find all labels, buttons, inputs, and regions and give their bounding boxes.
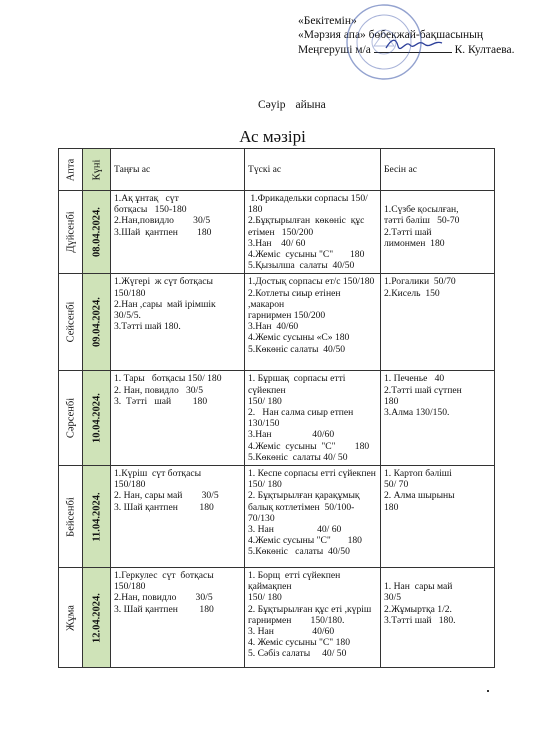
- header-breakfast: Таңғы ас: [111, 149, 245, 191]
- weekday-label: Сәрсенбі: [64, 398, 76, 439]
- lunch-item: 2. Бұқтырылған қарақұмық: [248, 490, 360, 502]
- date-label: 11.04.2024.: [90, 491, 102, 542]
- lunch-item: 2. Нан салма сиыр етпен: [248, 407, 354, 419]
- snack-item: 1. Печенье 40: [384, 373, 445, 385]
- breakfast-item: 3. Шай қантпен 180: [114, 501, 214, 513]
- breakfast-item: 2.Нан, повидло 30/5: [114, 592, 213, 604]
- page-title: Ас мәзірі: [239, 127, 306, 146]
- lunch-item: 2.Бұқтырылған көкөніс құс: [248, 215, 365, 227]
- weekday-label: Сейсенбі: [64, 302, 76, 343]
- weekday-label: Бейсенбі: [64, 496, 76, 537]
- snack-cell: [381, 191, 495, 274]
- snack-item: 180: [384, 395, 399, 407]
- weekday-label: Жұма: [64, 604, 76, 631]
- breakfast-item: 150/180: [114, 479, 146, 491]
- lunch-item: 5.Көкөніс салаты 40/ 50: [248, 451, 348, 463]
- date-label: 08.04.2024.: [90, 207, 102, 258]
- snack-item: [384, 193, 491, 204]
- date-cell: [83, 466, 111, 568]
- header-day: Күні: [83, 149, 111, 191]
- breakfast-item: 3.Тәтті шай 180.: [114, 321, 181, 333]
- breakfast-cell: [111, 568, 245, 668]
- lunch-item: 5.Көкөніс салаты 40/50: [248, 343, 346, 355]
- breakfast-item: 30/5/5.: [114, 310, 141, 322]
- lunch-item: 1. Кеспе сорпасы етті сүйекпен: [248, 468, 376, 480]
- lunch-item: гарнирмен 150/180.: [248, 614, 345, 626]
- breakfast-item: 1.Жүгері ж сүт ботқасы: [114, 276, 213, 288]
- lunch-item: 5. Сәбіз салаты 40/ 50: [248, 648, 347, 660]
- weekday-cell: [59, 191, 83, 274]
- lunch-cell: [245, 191, 381, 274]
- snack-item: 2. Алма шырыны: [384, 490, 455, 502]
- weekday-cell: [59, 568, 83, 668]
- lunch-item: 150/ 180: [248, 395, 282, 407]
- breakfast-item: ботқасы 150-180: [114, 204, 187, 216]
- breakfast-item: 2.Нан,повидло 30/5: [114, 215, 211, 227]
- lunch-item: гарнирмен 150/200: [248, 310, 326, 322]
- snack-item: 30/5: [384, 592, 402, 604]
- weekday-cell: [59, 274, 83, 371]
- header-lunch: Түскі ас: [245, 149, 381, 191]
- lunch-item: 150/ 180: [248, 592, 282, 604]
- lunch-item: 4. Жеміс сусыны "С" 180: [248, 637, 350, 649]
- table-row: [59, 568, 495, 668]
- lunch-item: 3.Нан 40/60: [248, 429, 335, 441]
- snack-item: 1. Нан сары май: [384, 581, 453, 593]
- approval-line-1: «Бекітемін»: [298, 15, 357, 27]
- snack-cell: [381, 466, 495, 568]
- date-label: 12.04.2024.: [90, 592, 102, 643]
- stray-mark: [487, 690, 489, 692]
- lunch-item: 130/150: [248, 418, 280, 430]
- month-name: Сәуір: [258, 99, 286, 111]
- snack-cell: [381, 274, 495, 371]
- lunch-item: балық котлетімен 50/100-70/130: [248, 501, 355, 524]
- menu-table: [58, 148, 495, 668]
- lunch-cell: [245, 466, 381, 568]
- breakfast-item: 2.Нан ,сары май ірімшік: [114, 298, 216, 310]
- lunch-cell: [245, 371, 381, 466]
- date-cell: [83, 274, 111, 371]
- lunch-item: 3.Нан 40/60: [248, 321, 299, 333]
- breakfast-cell: [111, 466, 245, 568]
- breakfast-item: 1.Ақ ұнтақ сүт: [114, 193, 179, 204]
- date-cell: [83, 371, 111, 466]
- breakfast-item: 1.Геркулес сүт ботқасы: [114, 570, 214, 582]
- date-label: 09.04.2024.: [90, 297, 102, 348]
- approval-line-2: «Мәрзия апа» бөбекжай-бақшасының: [298, 29, 484, 41]
- snack-item: тәтті бәліш 50-70: [384, 215, 460, 227]
- table-row: [59, 466, 495, 568]
- month-word: айына: [295, 99, 326, 111]
- breakfast-item: 3. Тәтті шай 180: [114, 395, 208, 407]
- table-header-row: [59, 149, 495, 191]
- lunch-item: 150/ 180: [248, 479, 282, 491]
- lunch-item: 5.Қызылша салаты 40/50: [248, 260, 355, 272]
- breakfast-item: 3.Шай қантпен 180: [114, 226, 212, 238]
- snack-item: 3.Алма 130/150.: [384, 407, 450, 419]
- lunch-item: 4.Жеміс сусыны «С» 180: [248, 332, 350, 344]
- lunch-cell: [245, 274, 381, 371]
- breakfast-item: 1. Тары ботқасы 150/ 180: [114, 373, 222, 385]
- lunch-item: 5.Көкөніс салаты 40/50: [248, 546, 350, 558]
- table-row: [59, 191, 495, 274]
- snack-item: 180: [384, 501, 399, 513]
- snack-cell: [381, 371, 495, 466]
- breakfast-item: 150/180: [114, 287, 146, 299]
- stamp-seal-icon: [344, 2, 424, 82]
- date-label: 10.04.2024.: [90, 393, 102, 444]
- snack-item: 2.Кисель 150: [384, 287, 440, 299]
- breakfast-item: 2. Нан, повидло 30/5: [114, 384, 204, 396]
- snack-item: 2.Жұмыртқа 1/2.: [384, 603, 452, 615]
- month-label: [258, 99, 326, 111]
- lunch-cell: [245, 568, 381, 668]
- snack-item: 50/ 70: [384, 479, 409, 491]
- breakfast-cell: [111, 274, 245, 371]
- date-cell: [83, 568, 111, 668]
- header-snack: Бесін ас: [381, 149, 495, 191]
- lunch-item: 1.Фрикадельки сорпасы 150/ 180: [248, 193, 371, 216]
- snack-cell: [381, 568, 495, 668]
- breakfast-item: 150/180: [114, 581, 146, 593]
- lunch-item: етімен 150/200: [248, 226, 314, 238]
- lunch-item: 3. Нан 40/ 60: [248, 524, 342, 536]
- lunch-item: 3.Нан 40/ 60: [248, 237, 306, 249]
- weekday-cell: [59, 371, 83, 466]
- weekday-cell: [59, 466, 83, 568]
- breakfast-item: 2. Нан, сары май 30/5: [114, 490, 219, 502]
- lunch-item: 2.Котлеты сиыр етінен ,макарон: [248, 287, 343, 310]
- lunch-item: 3. Нан 40/60: [248, 626, 335, 638]
- lunch-item: 1. Борщ етті сүйекпен қаймақпен: [248, 570, 343, 593]
- breakfast-cell: [111, 371, 245, 466]
- lunch-item: 1. Бұршақ сорпасы етті сүйекпен: [248, 373, 348, 396]
- lunch-item: 1.Достық сорпасы ет/с 150/180: [248, 276, 375, 288]
- breakfast-item: 1.Күріш сүт ботқасы: [114, 468, 202, 480]
- snack-item: 1.Рогалики 50/70: [384, 276, 456, 288]
- lunch-item: 4.Жеміс сусыны "С" 180: [248, 249, 365, 261]
- lunch-item: 4.Жеміс сусыны "С" 180: [248, 440, 370, 452]
- breakfast-cell: [111, 191, 245, 274]
- lunch-item: 2. Бұқтырылған құс еті ,күріш: [248, 603, 372, 615]
- lunch-item: 4.Жеміс сусыны "С" 180: [248, 535, 362, 547]
- snack-item: 3.Тәтті шай 180.: [384, 614, 456, 626]
- snack-item: 2.Тәтті шай: [384, 226, 432, 238]
- snack-item: [384, 570, 491, 581]
- snack-item: лимонмен 180: [384, 237, 445, 249]
- header-week: Апта: [59, 149, 83, 191]
- table-row: [59, 274, 495, 371]
- date-cell: [83, 191, 111, 274]
- head-title: Меңгеруші м/а: [298, 44, 371, 56]
- weekday-label: Дүйсенбі: [64, 211, 76, 253]
- breakfast-item: 3. Шай қантпен 180: [114, 603, 214, 615]
- head-name: К. Култаева.: [454, 44, 515, 56]
- table-row: [59, 371, 495, 466]
- snack-item: 1.Сүзбе қосылған,: [384, 204, 459, 216]
- snack-item: 1. Картоп бәліші: [384, 468, 452, 480]
- snack-item: 2.Тәтті шай сүтпен: [384, 384, 462, 396]
